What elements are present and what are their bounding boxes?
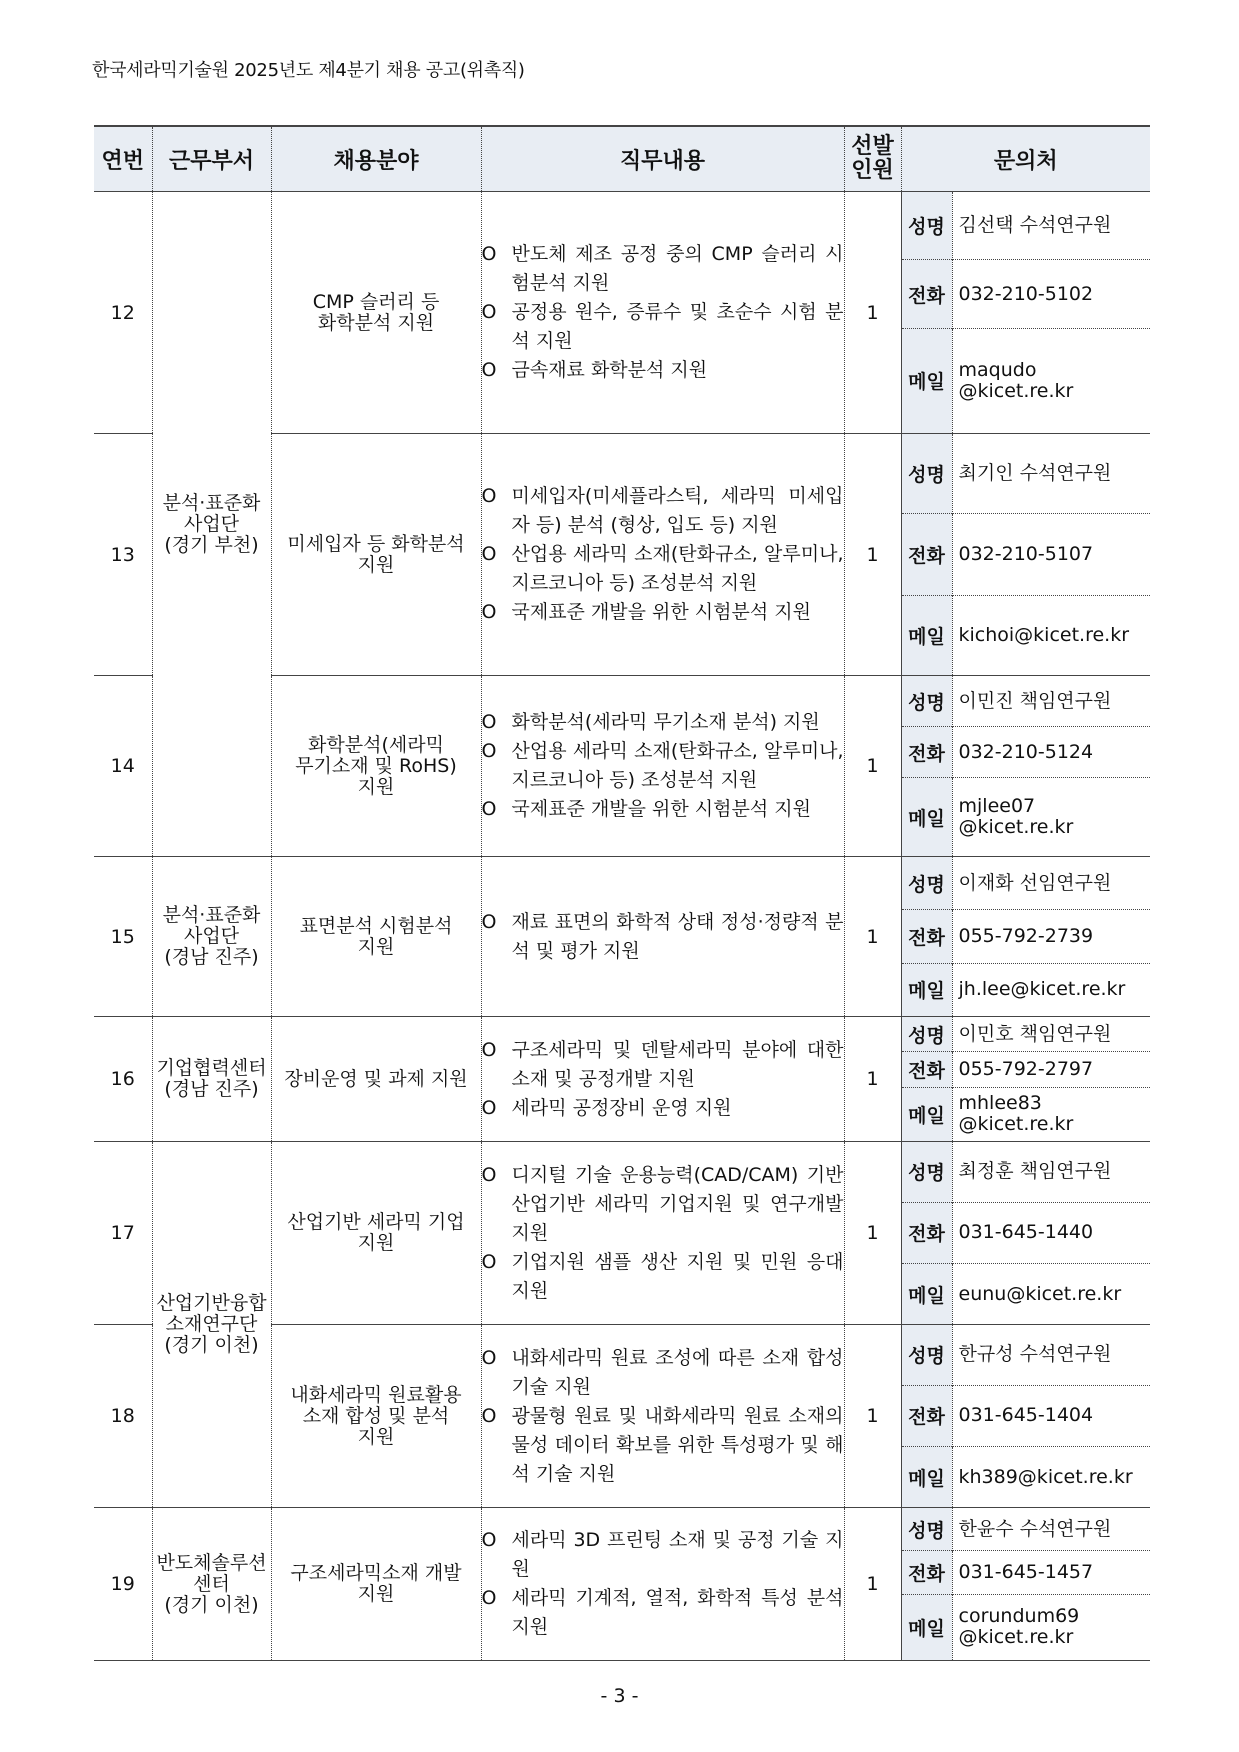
contact-name-label: 성명 [902, 192, 953, 260]
contact-phone-label: 전화 [902, 1385, 953, 1446]
bullet-icon: O [481, 798, 497, 820]
contact-name-value: 김선택 수석연구원 [952, 192, 1150, 260]
contact-email-label: 메일 [902, 1264, 953, 1324]
contact-name-value: 한윤수 수석연구원 [952, 1508, 1150, 1551]
contact-email-label: 메일 [902, 1087, 953, 1141]
contact-name-row [902, 1508, 1151, 1551]
contact-email-row [902, 1447, 1151, 1507]
contact-phone-label: 전화 [902, 260, 953, 329]
table-row [94, 1508, 1150, 1661]
count-cell [844, 1017, 901, 1142]
bullet-icon: O [481, 1096, 497, 1119]
page-number: - 3 - [600, 1685, 639, 1707]
count-text: 1 [866, 925, 879, 948]
recruitment-table [94, 125, 1150, 1661]
department-text: 분석·표준화 사업단 (경기 부천) [162, 491, 261, 556]
field-text: 화학분석(세라믹 무기소재 및 RoHS) 지원 [295, 733, 457, 798]
field-text: 표면분석 시험분석 지원 [299, 914, 453, 958]
row-number-text: 14 [110, 755, 135, 777]
contact-phone-label: 전화 [902, 1052, 953, 1087]
count-text: 1 [866, 1405, 879, 1427]
contact-cell [901, 434, 1150, 676]
row-number-text: 18 [110, 1405, 135, 1427]
duty-item [482, 482, 844, 540]
row-number-text: 16 [110, 1068, 135, 1090]
duty-item [482, 1402, 844, 1489]
department-text: 산업기반융합 소재연구단 (경기 이천) [156, 1292, 267, 1356]
department-cell [152, 1508, 271, 1661]
bullet-icon: O [481, 1163, 497, 1186]
count-cell [844, 1325, 901, 1508]
row-number-text: 12 [110, 301, 135, 324]
contact-cell [901, 676, 1150, 857]
bullet-icon: O [481, 1529, 497, 1551]
duty-item [482, 795, 844, 824]
contact-email-row [902, 778, 1151, 856]
contact-phone-value: 032-210-5107 [952, 514, 1150, 595]
contact-email-label: 메일 [902, 328, 953, 433]
contact-name-label: 성명 [902, 676, 953, 727]
bullet-icon: O [481, 543, 497, 565]
header-count: 선발 인원 [844, 126, 901, 192]
contact-cell [901, 1142, 1150, 1325]
duty-text: 반도체 제조 공정 중의 CMP 슬러리 시험분석 지원 [511, 243, 844, 294]
duty-text: 세라믹 공정장비 운영 지원 [511, 1096, 732, 1119]
duties-cell [481, 857, 844, 1017]
bullet-icon: O [481, 1346, 497, 1369]
contact-email-label: 메일 [902, 1594, 953, 1660]
contact-email-value[interactable]: kh389@kicet.re.kr [952, 1447, 1150, 1507]
count-text: 1 [866, 1573, 879, 1595]
header-no: 연번 [94, 126, 152, 192]
field-cell [271, 192, 481, 434]
contact-table [902, 1325, 1151, 1507]
count-text: 1 [866, 1222, 879, 1244]
duty-text: 디지털 기술 운용능력(CAD/CAM) 기반 산업기반 세라믹 기업지원 및 연구개발 지원 [511, 1163, 844, 1244]
duty-text: 국제표준 개발을 위한 시험분석 지원 [511, 601, 811, 623]
contact-name-label: 성명 [902, 857, 953, 910]
bullet-icon: O [481, 740, 497, 762]
duty-text: 산업용 세라믹 소재(탄화규소, 알루미나, 지르코니아 등) 조성분석 지원 [511, 543, 844, 594]
field-text: 내화세라믹 원료활용 소재 합성 및 분석 지원 [290, 1383, 462, 1448]
bullet-icon: O [481, 1038, 497, 1061]
bullet-icon: O [481, 301, 497, 323]
contact-phone-row [902, 260, 1151, 329]
contact-table [902, 676, 1151, 856]
contact-name-value: 이재화 선임연구원 [952, 857, 1150, 910]
bullet-icon: O [481, 711, 497, 733]
row-number-text: 17 [110, 1222, 135, 1244]
contact-email-label: 메일 [902, 1447, 953, 1507]
contact-email-value[interactable]: eunu@kicet.re.kr [952, 1264, 1150, 1324]
contact-name-label: 성명 [902, 1325, 953, 1385]
count-cell [844, 434, 901, 676]
department-cell [152, 192, 271, 857]
header-department: 근무부서 [152, 126, 271, 192]
duty-text: 구조세라믹 및 덴탈세라믹 분야에 대한 소재 및 공정개발 지원 [511, 1038, 844, 1090]
contact-cell [901, 192, 1150, 434]
contact-phone-value: 055-792-2797 [952, 1052, 1150, 1087]
duty-text: 광물형 원료 및 내화세라믹 원료 소재의 물성 데이터 확보를 위한 특성평가 및 해석 기술 지원 [511, 1404, 844, 1485]
field-cell [271, 1142, 481, 1325]
contact-phone-row [902, 727, 1151, 778]
field-cell [271, 434, 481, 676]
contact-email-value[interactable]: corundum69 @kicet.re.kr [952, 1594, 1150, 1660]
contact-phone-value: 031-645-1457 [952, 1551, 1150, 1594]
contact-table [902, 434, 1151, 675]
contact-phone-label: 전화 [902, 1551, 953, 1594]
contact-email-value[interactable]: mjlee07 @kicet.re.kr [952, 778, 1150, 856]
table-row [94, 857, 1150, 1017]
department-text: 기업협력센터 (경남 진주) [156, 1057, 267, 1100]
count-cell [844, 192, 901, 434]
duty-item [482, 1344, 844, 1402]
bullet-icon: O [481, 359, 497, 381]
contact-name-row [902, 857, 1151, 910]
bullet-icon: O [481, 1250, 497, 1273]
duty-item [482, 708, 844, 737]
count-cell [844, 857, 901, 1017]
contact-email-row [902, 1087, 1151, 1141]
contact-table [902, 1142, 1151, 1324]
contact-name-label: 성명 [902, 1508, 953, 1551]
duty-item [482, 1094, 844, 1123]
count-text: 1 [866, 1068, 879, 1090]
contact-email-value[interactable]: jh.lee@kicet.re.kr [952, 963, 1150, 1016]
contact-email-value[interactable]: kichoi@kicet.re.kr [952, 595, 1150, 675]
contact-phone-row [902, 1052, 1151, 1087]
bullet-icon: O [481, 601, 497, 623]
contact-email-label: 메일 [902, 595, 953, 675]
contact-phone-value: 032-210-5124 [952, 727, 1150, 778]
department-cell [152, 1017, 271, 1142]
page-header: 한국세라믹기술원 2025년도 제4분기 채용 공고(위촉직) [92, 60, 525, 81]
contact-email-value[interactable]: maqudo @kicet.re.kr [952, 328, 1150, 433]
count-text: 1 [866, 301, 879, 324]
duty-text: 내화세라믹 원료 조성에 따른 소재 합성 기술 지원 [511, 1346, 844, 1398]
duty-item [482, 1248, 844, 1306]
row-number [94, 676, 152, 857]
bullet-icon: O [481, 243, 497, 265]
row-number [94, 1142, 152, 1325]
contact-email-label: 메일 [902, 778, 953, 856]
bullet-icon: O [481, 910, 497, 933]
duties-cell [481, 434, 844, 676]
row-number [94, 1508, 152, 1661]
table-row [94, 1142, 1150, 1325]
duties-cell [481, 1017, 844, 1142]
contact-name-label: 성명 [902, 1142, 953, 1202]
duty-item [482, 240, 844, 298]
contact-phone-value: 055-792-2739 [952, 910, 1150, 964]
header-field: 채용분야 [271, 126, 481, 192]
count-cell [844, 676, 901, 857]
contact-phone-label: 전화 [902, 1202, 953, 1263]
contact-phone-row [902, 1551, 1151, 1594]
contact-table [902, 192, 1151, 433]
contact-name-row [902, 676, 1151, 727]
contact-phone-label: 전화 [902, 514, 953, 595]
contact-name-row [902, 1142, 1151, 1202]
bullet-icon: O [481, 1587, 497, 1609]
contact-phone-label: 전화 [902, 727, 953, 778]
duty-text: 화학분석(세라믹 무기소재 분석) 지원 [511, 711, 820, 733]
duty-text: 세라믹 기계적, 열적, 화학적 특성 분석 지원 [511, 1587, 844, 1638]
contact-email-label: 메일 [902, 963, 953, 1016]
contact-table [902, 857, 1151, 1016]
duty-text: 공정용 원수, 증류수 및 초순수 시험 분석 지원 [511, 301, 844, 352]
contact-email-row [902, 595, 1151, 675]
row-number [94, 434, 152, 676]
contact-table [902, 1508, 1151, 1660]
contact-name-value: 한규성 수석연구원 [952, 1325, 1150, 1385]
duty-text: 세라믹 3D 프린팅 소재 및 공정 기술 지원 [511, 1529, 844, 1580]
contact-email-value[interactable]: mhlee83 @kicet.re.kr [952, 1087, 1150, 1141]
contact-phone-row [902, 514, 1151, 595]
contact-phone-label: 전화 [902, 910, 953, 964]
contact-email-row [902, 328, 1151, 433]
department-cell [152, 857, 271, 1017]
duty-text: 재료 표면의 화학적 상태 정성·정량적 분석 및 평가 지원 [511, 910, 844, 962]
duty-item [482, 356, 844, 385]
bullet-icon: O [481, 485, 497, 507]
duty-item [482, 1526, 844, 1584]
contact-email-row [902, 963, 1151, 1016]
table-header-row [94, 126, 1150, 192]
field-cell [271, 1017, 481, 1142]
table-row [94, 1017, 1150, 1142]
duties-cell [481, 1508, 844, 1661]
contact-phone-value: 032-210-5102 [952, 260, 1150, 329]
table-body [94, 192, 1150, 1661]
row-number-text: 13 [110, 543, 135, 566]
duty-item [482, 598, 844, 627]
count-cell [844, 1508, 901, 1661]
duty-text: 미세입자(미세플라스틱, 세라믹 미세입자 등) 분석 (형상, 입도 등) 지원 [511, 485, 844, 536]
duties-cell [481, 1142, 844, 1325]
count-text: 1 [866, 755, 879, 777]
contact-name-value: 최기인 수석연구원 [952, 434, 1150, 514]
duty-text: 금속재료 화학분석 지원 [511, 359, 708, 381]
duty-item [482, 908, 844, 966]
department-text: 반도체솔루션 센터 (경기 이천) [156, 1551, 267, 1616]
duty-text: 산업용 세라믹 소재(탄화규소, 알루미나, 지르코니아 등) 조성분석 지원 [511, 740, 844, 791]
duty-item [482, 540, 844, 598]
row-number [94, 1017, 152, 1142]
contact-phone-value: 031-645-1404 [952, 1385, 1150, 1446]
row-number [94, 857, 152, 1017]
contact-email-row [902, 1264, 1151, 1324]
duty-text: 국제표준 개발을 위한 시험분석 지원 [511, 798, 811, 820]
duty-item [482, 1584, 844, 1642]
field-cell [271, 857, 481, 1017]
department-text: 분석·표준화 사업단 (경남 진주) [162, 904, 261, 968]
department-cell [152, 1142, 271, 1508]
contact-table [902, 1017, 1151, 1141]
contact-name-value: 이민호 책임연구원 [952, 1017, 1150, 1052]
bullet-icon: O [481, 1404, 497, 1427]
duty-item [482, 298, 844, 356]
field-cell [271, 1325, 481, 1508]
duty-item [482, 1161, 844, 1248]
duties-cell [481, 192, 844, 434]
table-row [94, 192, 1150, 434]
contact-phone-row [902, 910, 1151, 964]
duties-cell [481, 1325, 844, 1508]
field-text: 장비운영 및 과제 지원 [284, 1067, 468, 1090]
field-cell [271, 1508, 481, 1661]
header-duties: 직무내용 [481, 126, 844, 192]
field-text: CMP 슬러리 등 화학분석 지원 [312, 290, 440, 334]
contact-name-label: 성명 [902, 1017, 953, 1052]
duties-cell [481, 676, 844, 857]
contact-cell [901, 1508, 1150, 1661]
row-number [94, 192, 152, 434]
header-contact: 문의처 [901, 126, 1150, 192]
contact-name-row [902, 1017, 1151, 1052]
duty-text: 기업지원 샘플 생산 지원 및 민원 응대 지원 [511, 1250, 844, 1302]
contact-name-value: 최정훈 책임연구원 [952, 1142, 1150, 1202]
contact-phone-row [902, 1202, 1151, 1263]
row-number-text: 15 [110, 925, 135, 948]
contact-name-row [902, 192, 1151, 260]
contact-cell [901, 857, 1150, 1017]
contact-name-row [902, 1325, 1151, 1385]
field-text: 구조세라믹소재 개발 지원 [290, 1562, 462, 1605]
contact-name-label: 성명 [902, 434, 953, 514]
contact-cell [901, 1017, 1150, 1142]
count-text: 1 [866, 543, 879, 566]
contact-name-row [902, 434, 1151, 514]
row-number-text: 19 [110, 1573, 135, 1595]
row-number [94, 1325, 152, 1508]
field-text: 미세입자 등 화학분석 지원 [287, 532, 465, 576]
duty-item [482, 1036, 844, 1094]
duty-item [482, 737, 844, 795]
count-cell [844, 1142, 901, 1325]
field-cell [271, 676, 481, 857]
contact-email-row [902, 1594, 1151, 1660]
contact-name-value: 이민진 책임연구원 [952, 676, 1150, 727]
contact-cell [901, 1325, 1150, 1508]
contact-phone-value: 031-645-1440 [952, 1202, 1150, 1263]
field-text: 산업기반 세라믹 기업 지원 [287, 1211, 465, 1254]
contact-phone-row [902, 1385, 1151, 1446]
